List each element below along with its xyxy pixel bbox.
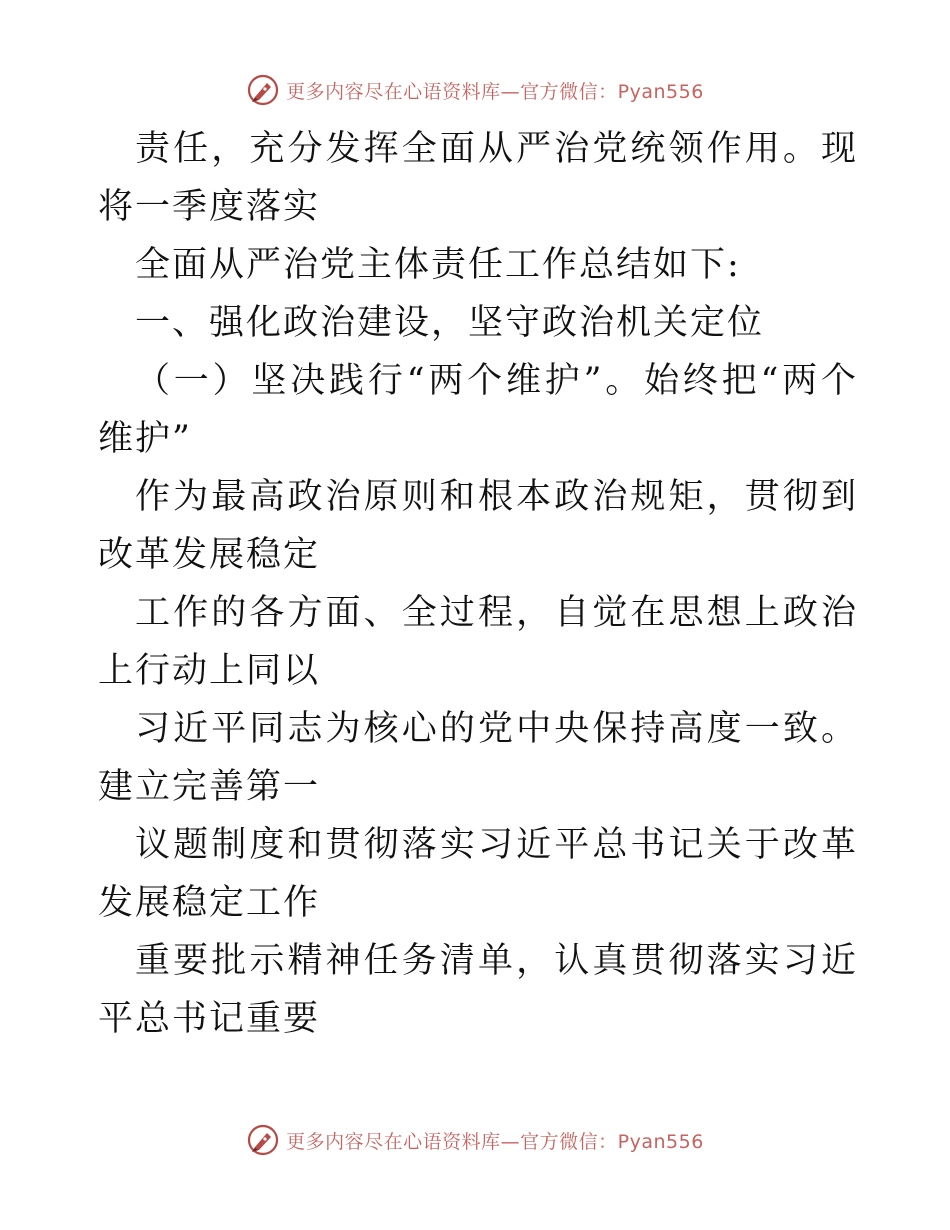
header-watermark — [0, 68, 950, 112]
pen-nib-logo-icon — [246, 73, 280, 107]
paragraph-4: （一）坚决践行“两个维护”。始终把“两个维护” — [98, 361, 858, 459]
paragraph-5: 作为最高政治原则和根本政治规矩，贯彻到改革发展稳定 — [98, 477, 858, 575]
paragraph-7: 习近平同志为核心的党中央保持高度一致。建立完善第一 — [98, 709, 858, 807]
watermark-text: 更多内容尽在心语资料库—官方微信：Pyan556 — [286, 80, 704, 103]
paragraph-6: 工作的各方面、全过程，自觉在思想上政治上行动上同以 — [98, 593, 858, 691]
paragraph-9: 重要批示精神任务清单，认真贯彻落实习近平总书记重要 — [98, 941, 858, 1039]
paragraph-8: 议题制度和贯彻落实习近平总书记关于改革发展稳定工作 — [98, 825, 858, 923]
document-body — [98, 120, 858, 1048]
pen-nib-logo-icon — [246, 1123, 280, 1157]
watermark-text: 更多内容尽在心语资料库—官方微信：Pyan556 — [286, 1130, 704, 1153]
paragraph-1: 责任，充分发挥全面从严治党统领作用。现将一季度落实 — [98, 129, 858, 227]
footer-watermark — [0, 1118, 950, 1162]
paragraph-2: 全面从严治党主体责任工作总结如下: — [135, 245, 741, 285]
paragraph-3: 一、强化政治建设，坚守政治机关定位 — [135, 303, 765, 343]
